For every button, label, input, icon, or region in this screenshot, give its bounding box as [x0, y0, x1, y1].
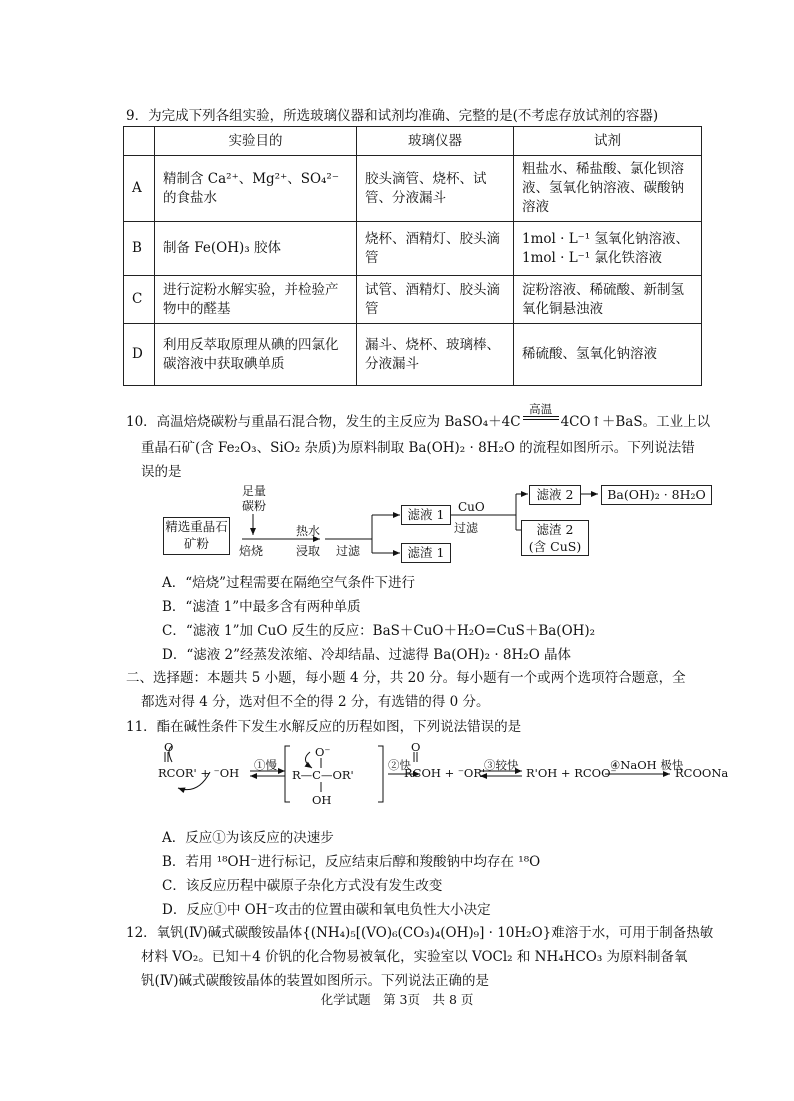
- q10-option-d: D．“滤液 2”经蒸发浓缩、冷却结晶、过滤得 Ba(OH)₂ · 8H₂O 晶体: [162, 647, 572, 663]
- row-purpose: 制备 Fe(OH)₃ 胶体: [155, 222, 357, 276]
- header-purpose: 实验目的: [155, 127, 357, 156]
- row-reagent: 粗盐水、稀盐酸、氯化钡溶液、氢氧化钠溶液、碳酸钠溶液: [514, 156, 702, 222]
- q12-line2: 材料 VO₂。已知＋4 价钒的化合物易被氧化，实验室以 VOCl₂ 和 NH₄HCO₃ 为原料制备氧: [141, 949, 688, 965]
- step4-label: ④NaOH 极快: [610, 758, 684, 772]
- q10-line3: 误的是: [141, 464, 182, 480]
- q10-line1: [126, 402, 711, 430]
- header-glass: 玻璃仪器: [357, 127, 514, 156]
- flow-water-label: 热水: [296, 524, 321, 538]
- q11-stem: 11．酯在碱性条件下发生水解反应的历程如图，下列说法错误的是: [126, 719, 522, 735]
- table-row: [124, 222, 702, 276]
- q10-line2: 重晶石矿(含 Fe₂O₃、SiO₂ 杂质)为原料制取 Ba(OH)₂ · 8H₂O 的流程如图所示。下列说法错: [141, 440, 695, 456]
- intermediate-r: R—C—OR': [292, 768, 354, 782]
- q11-option-d: D．反应①中 OH⁻攻击的位置由碳和氧电负性大小决定: [162, 902, 491, 918]
- final-product: RCOONa: [675, 766, 729, 780]
- filtrate2-box: 滤液 2: [529, 485, 581, 505]
- q10-option-a: A．“焙烧”过程需要在隔绝空气条件下进行: [162, 575, 416, 591]
- table-header-row: [124, 127, 702, 156]
- table-row: [124, 276, 702, 324]
- flow-cuo-label: CuO: [458, 500, 485, 514]
- q11-option-a: A．反应①为该反应的决速步: [162, 830, 334, 846]
- q10-line1a: 10．高温焙烧碳粉与重晶石混合物，发生的主反应为 BaSO₄＋4C: [126, 414, 521, 430]
- section2-line2: 都选对得 4 分，选对但不全的得 2 分，有选错的得 0 分。: [141, 694, 490, 710]
- reaction-condition: 高温: [529, 402, 553, 416]
- filtrate1-box: 滤液 1: [401, 505, 451, 525]
- q9-table: [123, 126, 702, 386]
- mechanism-diagram: [150, 740, 750, 820]
- row-label: A: [124, 156, 155, 222]
- step3-products: R'OH + RCOO⁻: [526, 766, 617, 780]
- step2-label: ②快: [388, 758, 411, 772]
- row-purpose: 进行淀粉水解实验，并检验产物中的醛基: [155, 276, 357, 324]
- row-glass: 烧杯、酒精灯、胶头滴管: [357, 222, 514, 276]
- header-blank: [124, 127, 155, 156]
- q10-option-c: C．“滤液 1”加 CuO 反生的反应：BaS＋CuO＋H₂O=CuS＋Ba(OH)₂: [162, 623, 596, 639]
- intermediate-oh: OH: [312, 793, 332, 807]
- q10-line1b: 4CO↑＋BaS。工业上以: [560, 414, 711, 430]
- header-reagent: 试剂: [514, 127, 702, 156]
- row-purpose: 利用反萃取原理从碘的四氯化碳溶液中获取碘单质: [155, 324, 357, 386]
- flow-roast-label: 焙烧: [239, 544, 264, 558]
- row-reagent: 稀硫酸、氢氧化钠溶液: [514, 324, 702, 386]
- mechanism-lines: [150, 740, 750, 820]
- acid-o: O: [411, 740, 421, 754]
- step1-label: ①慢: [254, 758, 277, 772]
- q11-option-b: B．若用 ¹⁸OH⁻进行标记，反应结束后醇和羧酸钠中均存在 ¹⁸O: [162, 854, 541, 870]
- flow-add-label: 足量碳粉: [241, 484, 266, 513]
- row-glass: 胶头滴管、烧杯、试管、分液漏斗: [357, 156, 514, 222]
- residue1-box: 滤渣 1: [401, 543, 451, 563]
- table-row: [124, 324, 702, 386]
- reaction-arrow: [521, 402, 561, 430]
- q9-stem: 9．为完成下列各组实验，所选玻璃仪器和试剂均准确、完整的是(不考虑存放试剂的容器): [126, 108, 659, 124]
- q12-line1: 12．氧钒(Ⅳ)碱式碳酸铵晶体{(NH₄)₅[(VO)₆(CO₃)₄(OH)₉] · 10H₂O}难溶于水，可用于制备热敏: [126, 925, 714, 941]
- acid-products: RCOH + ⁻OR': [404, 766, 486, 780]
- row-reagent: 1mol · L⁻¹ 氢氧化钠溶液、1mol · L⁻¹ 氯化铁溶液: [514, 222, 702, 276]
- intermediate-o: O⁻: [315, 745, 331, 759]
- flow-filter2-label: 过滤: [454, 521, 479, 535]
- q11-option-c: C．该反应历程中碳原子杂化方式没有发生改变: [162, 878, 443, 894]
- row-glass: 试管、酒精灯、胶头滴管: [357, 276, 514, 324]
- step3-label: ③较快: [484, 758, 519, 772]
- residue2-name: 滤渣 2: [536, 522, 574, 537]
- product-box: Ba(OH)₂ · 8H₂O: [601, 485, 712, 505]
- row-label: B: [124, 222, 155, 276]
- section2-line1: 二、选择题：本题共 5 小题，每小题 4 分，共 20 分。每小题有一个或两个选项符合题意，全: [126, 670, 686, 686]
- row-label: C: [124, 276, 155, 324]
- flow-leach-label: 浸取: [296, 544, 321, 558]
- row-purpose: 精制含 Ca²⁺、Mg²⁺、SO₄²⁻ 的食盐水: [155, 156, 357, 222]
- ester-reactant: RCOR' + ⁻OH: [158, 766, 240, 780]
- flow-start-box: 精选重晶石矿粉: [163, 517, 230, 555]
- residue2-box: [521, 520, 589, 556]
- row-glass: 漏斗、烧杯、玻璃棒、分液漏斗: [357, 324, 514, 386]
- row-reagent: 淀粉溶液、稀硫酸、新制氢氧化铜悬浊液: [514, 276, 702, 324]
- flow-filter1-label: 过滤: [336, 544, 361, 558]
- table-row: [124, 156, 702, 222]
- page-footer: 化学试题 第 3页 共 8 页: [320, 992, 474, 1007]
- ester-o: O: [164, 740, 174, 754]
- row-label: D: [124, 324, 155, 386]
- q10-option-b: B．“滤渣 1”中最多含有两种单质: [162, 599, 361, 615]
- q12-line3: 钒(Ⅳ)碱式碳酸铵晶体的装置如图所示。下列说法正确的是: [141, 973, 490, 989]
- residue2-note: (含 CuS): [528, 539, 582, 554]
